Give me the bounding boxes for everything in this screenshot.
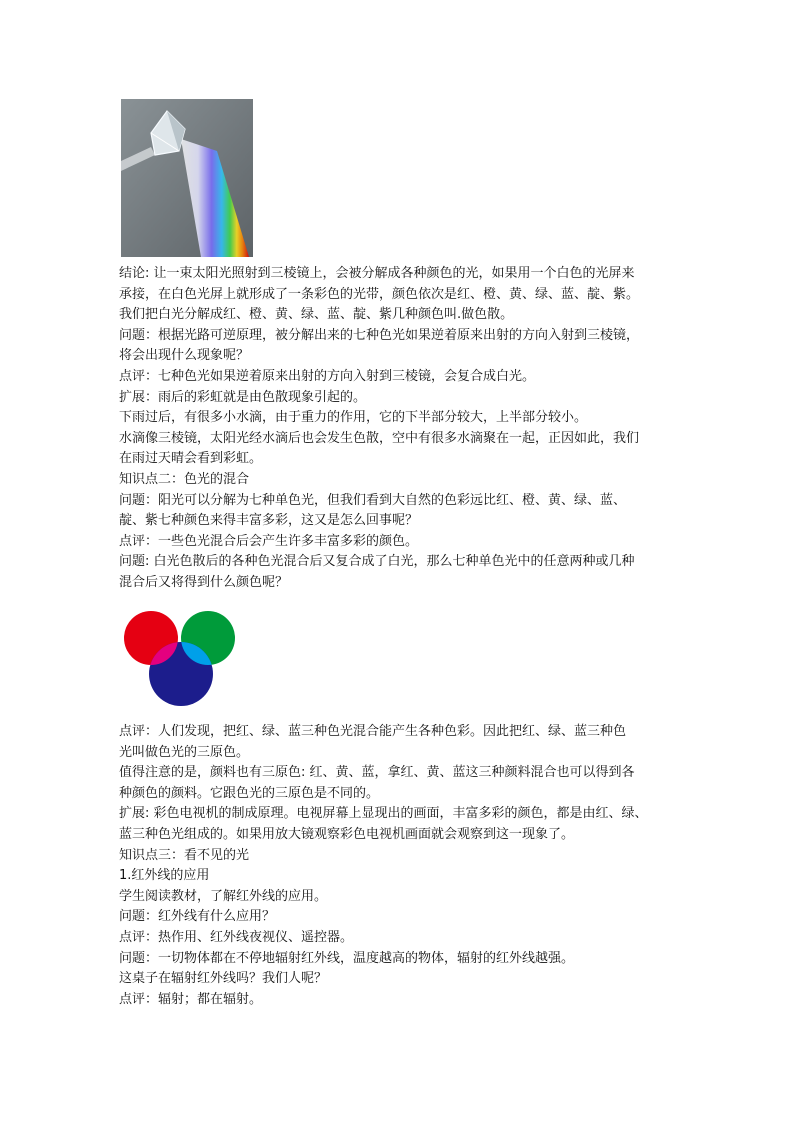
paragraph-line: 承接，在白色光屏上就形成了一条彩色的光带，颜色依次是红、橙、黄、绿、蓝、靛、紫。 xyxy=(119,286,640,302)
paragraph-line: 下雨过后，有很多小水滴，由于重力的作用，它的下半部分较大，上半部分较小。 xyxy=(119,410,588,426)
paragraph-line: 在雨过天晴会看到彩虹。 xyxy=(119,451,263,467)
subsection-heading: 1.红外线的应用 xyxy=(119,868,210,884)
text-section-1 xyxy=(119,264,679,594)
paragraph-line: 问题: 白光色散后的各种色光混合后又复合成了白光，那么七种单色光中的任意两种或几种 xyxy=(119,554,635,570)
paragraph-line: 值得注意的是，颜料也有三原色: 红、黄、蓝，拿红、黄、蓝这三种颜料混合也可以得到各 xyxy=(119,765,635,781)
paragraph-line: 种颜色的颜料。它跟色光的三原色是不同的。 xyxy=(119,785,380,801)
paragraph-line: 我们把白光分解成红、橙、黄、绿、蓝、靛、紫几种颜色叫.做色散。 xyxy=(119,307,514,323)
rgb-color-mixing-circles-image xyxy=(121,602,243,712)
prism-rainbow-image xyxy=(121,99,253,257)
paragraph-line: 光叫做色光的三原色。 xyxy=(119,744,250,760)
paragraph-line: 扩展：雨后的彩虹就是由色散现象引起的。 xyxy=(119,389,367,405)
paragraph-line: 问题：阳光可以分解为七种单色光，但我们看到大自然的色彩远比红、橙、黄、绿、蓝、 xyxy=(119,492,627,508)
paragraph-line: 这桌子在辐射红外线吗？我们人呢？ xyxy=(119,971,328,987)
paragraph-line: 点评：热作用、红外线夜视仪、遥控器。 xyxy=(119,929,354,945)
section-heading: 知识点三：看不见的光 xyxy=(119,847,250,863)
paragraph-line: 问题：根据光路可逆原理，被分解出来的七种色光如果逆着原来出射的方向入射到三棱镜， xyxy=(119,327,640,343)
paragraph-line: 混合后又将得到什么颜色呢？ xyxy=(119,574,289,590)
paragraph-line: 结论: 让一束太阳光照射到三棱镜上，会被分解成各种颜色的光，如果用一个白色的光屏来 xyxy=(119,266,635,281)
paragraph-line: 将会出现什么现象呢？ xyxy=(119,348,250,364)
paragraph-line: 点评：七种色光如果逆着原来出射的方向入射到三棱镜，会复合成白光。 xyxy=(119,368,536,384)
text-section-2 xyxy=(119,722,679,1010)
paragraph-line: 蓝三种色光组成的。如果用放大镜观察彩色电视机画面就会观察到这一现象了。 xyxy=(119,826,575,842)
paragraph-line: 学生阅读教材，了解红外线的应用。 xyxy=(119,888,328,904)
paragraph-line: 问题：一切物体都在不停地辐射红外线，温度越高的物体，辐射的红外线越强。 xyxy=(119,950,575,966)
paragraph-line: 问题：红外线有什么应用？ xyxy=(119,909,276,925)
paragraph-line: 靛、紫七种颜色来得丰富多彩，这又是怎么回事呢？ xyxy=(119,513,419,529)
paragraph-line: 点评：一些色光混合后会产生许多丰富多彩的颜色。 xyxy=(119,533,419,549)
section-heading: 知识点二：色光的混合 xyxy=(119,471,250,487)
paragraph-line: 水滴像三棱镜，太阳光经水滴后也会发生色散，空中有很多水滴聚在一起，正因如此，我们 xyxy=(119,430,640,446)
paragraph-line: 点评：人们发现，把红、绿、蓝三种色光混合能产生各种色彩。因此把红、绿、蓝三种色 xyxy=(119,724,627,739)
paragraph-line: 点评：辐射；都在辐射。 xyxy=(119,991,263,1007)
paragraph-line: 扩展: 彩色电视机的制成原理。电视屏幕上显现出的画面，丰富多彩的颜色，都是由红、绿、 xyxy=(119,806,648,822)
